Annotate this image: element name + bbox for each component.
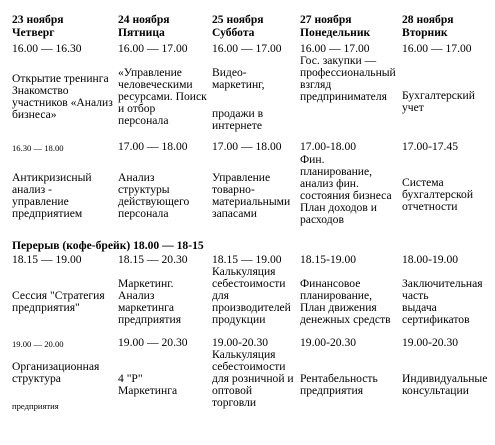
slot-time: 16.00 — 17.00: [402, 42, 472, 55]
session-topic: «Управление человеческими ресурсами. Поиск и отбор персонала: [118, 66, 207, 127]
slot-time: 17.00 — 18.00: [118, 140, 188, 153]
slot-time: 19.00-20.30: [402, 336, 459, 349]
day-weekday: Пятница: [118, 26, 165, 39]
slot-time: 19.00 — 20.30: [118, 336, 188, 349]
session-topic: Гос. закупки — профессиональный взгляд предпринимателя: [300, 54, 396, 103]
slot-time: 16.00 — 16.30: [12, 42, 82, 55]
slot-time: 19.00-20.30: [300, 336, 357, 349]
session-topic: Фин. планирование, анализ фин. состояния бизнеса План доходов и расходов: [300, 153, 392, 226]
coffee-break: Перерыв (кофе-брейк) 18.00 — 18-15: [12, 239, 204, 252]
slot-time: 16.30 — 18.00: [12, 143, 64, 153]
session-topic: Калькуляция себестоимости для розничной и оптовой торговли: [212, 348, 294, 409]
session-topic: 4 "Р" Маркетинга: [118, 372, 178, 397]
day-weekday: Понедельник: [300, 26, 371, 39]
slot-time: 17.00 — 18.00: [212, 140, 282, 153]
session-topic: Финансовое планирование, План движения денежных средств: [300, 277, 391, 326]
session-topic: Управление товарно- материальными запасами: [212, 171, 291, 220]
session-topic: Видео- маркетинг,: [212, 66, 265, 91]
slot-time: 16.00 — 17.00: [118, 42, 188, 55]
slot-time: 16.00 — 17.00: [300, 42, 370, 55]
session-topic: Открытие тренинга Знакомство участников «Анализ бизнеса»: [12, 72, 113, 121]
slot-time: 18.15 — 19.00: [12, 253, 82, 266]
session-topic: Маркетинг. Анализ маркетинга предприятия: [118, 277, 182, 326]
session-topic: Организационная структура: [12, 360, 100, 385]
slot-time: 18.15-19.00: [300, 253, 357, 266]
slot-time: 18.15 — 20.30: [118, 253, 188, 266]
slot-time: 17.00-17.45: [402, 140, 459, 153]
session-topic: Антикризисный анализ - управление предприятием: [12, 171, 92, 220]
day-weekday: Суббота: [212, 26, 255, 39]
day-date: 28 ноября: [402, 13, 454, 26]
slot-time: 19.00 — 20.00: [12, 339, 64, 349]
slot-time: 17.00-18.00: [300, 140, 357, 153]
session-topic: Рентабельность предприятия: [300, 372, 378, 397]
session-topic: Система бухгалтерской отчетности: [402, 176, 474, 213]
session-topic: Бухгалтерский учет: [402, 89, 475, 114]
session-topic-continued: предприятия: [12, 401, 59, 411]
day-date: 24 ноября: [118, 13, 170, 26]
session-topic: Калькуляция себестоимости для производителей продукции: [212, 265, 291, 326]
session-topic: Индивидуальные консультации: [402, 372, 488, 397]
slot-time: 16.00 — 17.00: [212, 42, 282, 55]
session-topic: Сессия "Стратегия предприятия": [12, 289, 105, 314]
slot-time: 18.15 — 19.00: [212, 253, 282, 266]
session-topic: Анализ структуры действующего персонала: [118, 171, 190, 220]
day-date: 23 ноября: [12, 13, 64, 26]
slot-time: 19.00-20.30: [212, 336, 269, 349]
day-date: 25 ноября: [212, 13, 264, 26]
slot-time: 18.00-19.00: [402, 253, 459, 266]
session-topic-continued: продажи в интернете: [212, 107, 264, 132]
session-topic: Заключительная часть выдача сертификатов: [402, 277, 483, 326]
day-weekday: Вторник: [402, 26, 448, 39]
day-weekday: Четверг: [12, 26, 55, 39]
day-date: 27 ноября: [300, 13, 352, 26]
